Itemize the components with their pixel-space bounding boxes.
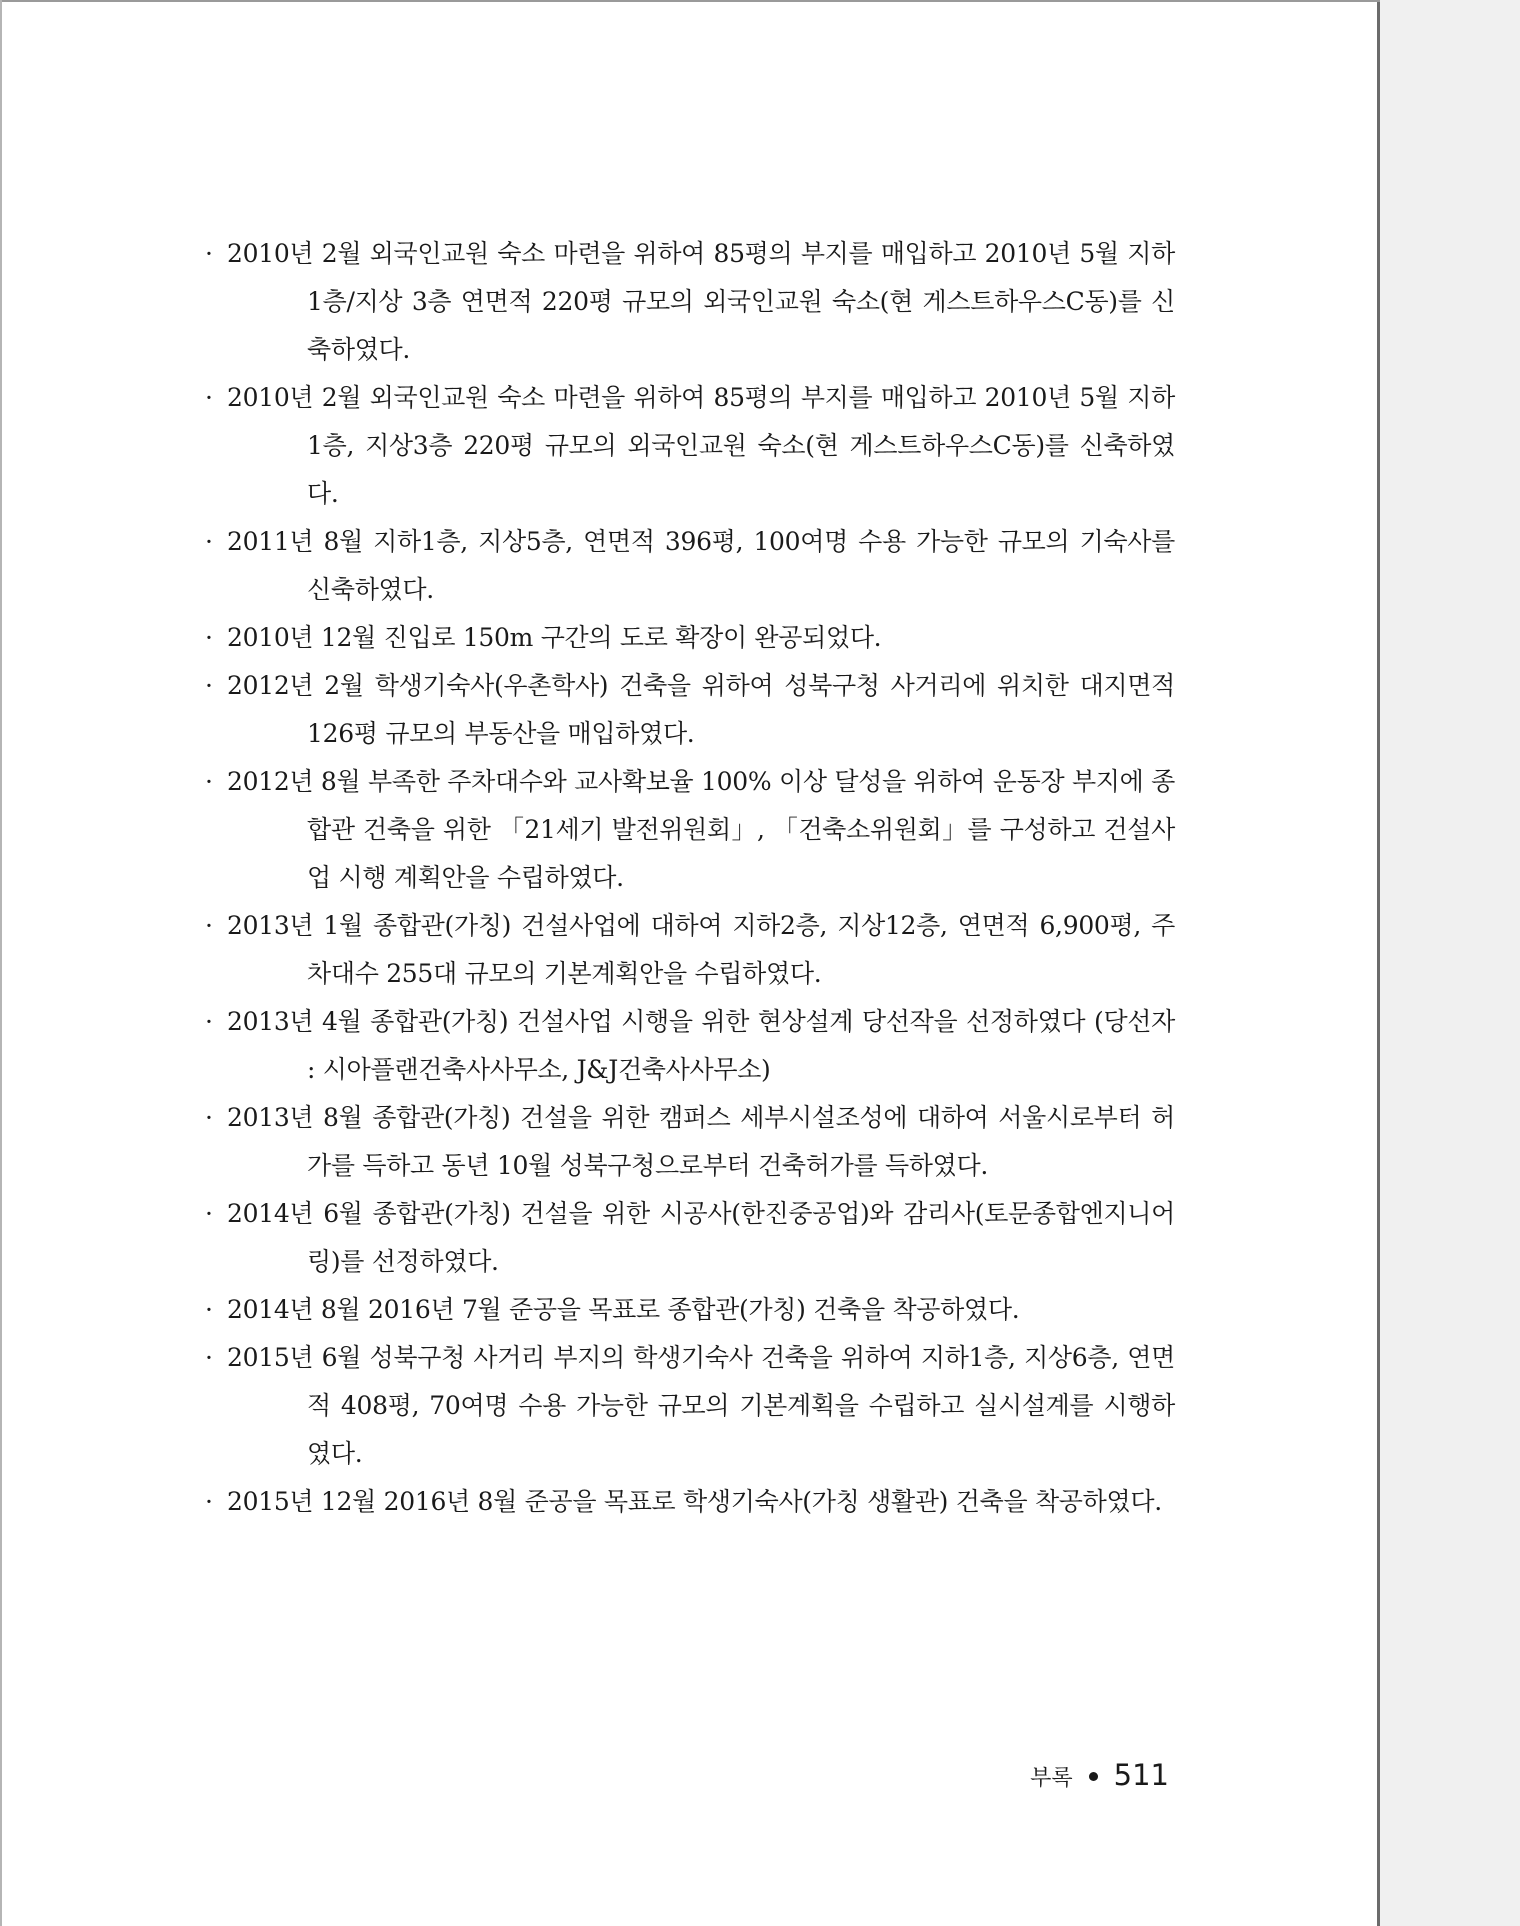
bullet-mark: ·: [205, 671, 213, 700]
footer-section-label: 부록: [1030, 1766, 1073, 1791]
list-item: [205, 662, 1175, 758]
list-item-text: 2013년 4월 종합관(가칭) 건설사업 시행을 위한 현상설계 당선작을 선정하였다 (당선자 : 시아플랜건축사사무소, J&J건축사사무소): [227, 1007, 1175, 1084]
list-item-text: 2015년 6월 성북구청 사거리 부지의 학생기숙사 건축을 위하여 지하1층, 지상6층, 연면적 408평, 70여명 수용 가능한 규모의 기본계획을 수립하고 실시설계를 시행하였다.: [227, 1343, 1175, 1468]
page-footer: [1030, 1758, 1169, 1792]
list-item: [205, 998, 1175, 1094]
bullet-mark: ·: [205, 767, 213, 796]
bullet-mark: ·: [205, 239, 213, 268]
list-item: [205, 518, 1175, 614]
list-item-text: 2014년 6월 종합관(가칭) 건설을 위한 시공사(한진중공업)와 감리사(토문종합엔지니어링)를 선정하였다.: [227, 1199, 1175, 1276]
list-item: [205, 1286, 1175, 1334]
list-item-text: 2010년 2월 외국인교원 숙소 마련을 위하여 85평의 부지를 매입하고 2010년 5월 지하1층, 지상3층 220평 규모의 외국인교원 숙소(현 게스트하우스C동)를 신축하였다.: [227, 383, 1175, 508]
bullet-mark: ·: [205, 383, 213, 412]
document-body: [205, 230, 1175, 1526]
page-top-border: [0, 0, 1380, 2]
list-item: [205, 1478, 1175, 1526]
bullet-mark: ·: [205, 527, 213, 556]
bullet-mark: ·: [205, 1487, 213, 1516]
page-number: 511: [1113, 1758, 1169, 1792]
list-item: [205, 1334, 1175, 1478]
list-item-text: 2013년 8월 종합관(가칭) 건설을 위한 캠퍼스 세부시설조성에 대하여 서울시로부터 허가를 득하고 동년 10월 성북구청으로부터 건축허가를 득하였다.: [227, 1103, 1175, 1180]
list-item-text: 2014년 8월 2016년 7월 준공을 목표로 종합관(가칭) 건축을 착공하였다.: [227, 1295, 1020, 1324]
list-item: [205, 1094, 1175, 1190]
list-item-text: 2012년 8월 부족한 주차대수와 교사확보율 100% 이상 달성을 위하여 운동장 부지에 종합관 건축을 위한 「21세기 발전위원회」, 「건축소위원회」를 구성하고 건설사업 시행 계획안을 수립하였다.: [227, 767, 1175, 892]
list-item-text: 2011년 8월 지하1층, 지상5층, 연면적 396평, 100여명 수용 가능한 규모의 기숙사를 신축하였다.: [227, 527, 1175, 604]
list-item-text: 2015년 12월 2016년 8월 준공을 목표로 학생기숙사(가칭 생활관) 건축을 착공하였다.: [227, 1487, 1162, 1516]
list-item: [205, 614, 1175, 662]
bullet-mark: ·: [205, 1199, 213, 1228]
list-item: [205, 1190, 1175, 1286]
list-item-text: 2013년 1월 종합관(가칭) 건설사업에 대하여 지하2층, 지상12층, 연면적 6,900평, 주차대수 255대 규모의 기본계획안을 수립하였다.: [227, 911, 1175, 988]
list-item: [205, 758, 1175, 902]
bullet-mark: ·: [205, 623, 213, 652]
bullet-mark: ·: [205, 1343, 213, 1372]
list-item: [205, 230, 1175, 374]
bullet-mark: ·: [205, 1295, 213, 1324]
bullet-mark: ·: [205, 1007, 213, 1036]
list-item-text: 2010년 12월 진입로 150m 구간의 도로 확장이 완공되었다.: [227, 623, 882, 652]
bullet-mark: ·: [205, 1103, 213, 1132]
bullet-mark: ·: [205, 911, 213, 940]
list-item: [205, 374, 1175, 518]
list-item-text: 2010년 2월 외국인교원 숙소 마련을 위하여 85평의 부지를 매입하고 2010년 5월 지하 1층/지상 3층 연면적 220평 규모의 외국인교원 숙소(현 게스트하우스C동)를 신축하였다.: [227, 239, 1175, 364]
list-item: [205, 902, 1175, 998]
footer-separator-dot: [1089, 1772, 1098, 1781]
page-left-border: [0, 0, 2, 1926]
list-item-text: 2012년 2월 학생기숙사(우촌학사) 건축을 위하여 성북구청 사거리에 위치한 대지면적 126평 규모의 부동산을 매입하였다.: [227, 671, 1175, 748]
